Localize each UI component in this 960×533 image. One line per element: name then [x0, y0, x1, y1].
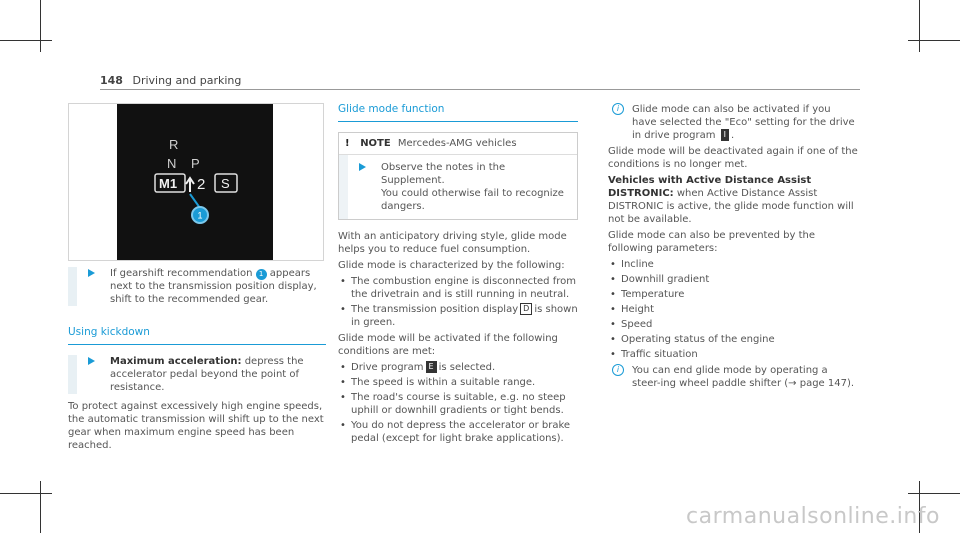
prevention-paragraph: Glide mode can also be prevented by the following parameters:	[608, 230, 816, 254]
instruction-arrow-icon	[88, 269, 95, 277]
list-item: • Downhill gradient	[610, 274, 710, 285]
instruction-bar	[68, 355, 77, 394]
note-keyword: NOTE	[360, 138, 391, 149]
gearshift-instruction	[68, 267, 326, 306]
instruction-bar	[68, 267, 77, 306]
gear-n-label: N	[167, 156, 177, 171]
instruction-arrow-icon	[88, 357, 95, 365]
crop-mark	[40, 481, 41, 533]
crop-mark	[0, 493, 52, 494]
kickdown-instruction	[68, 355, 326, 394]
list-item: • The speed is within a suitable range.	[340, 377, 536, 388]
list-item: • Traffic situation	[610, 349, 698, 360]
page-number: 148	[100, 74, 123, 87]
eco-program-symbol-icon: E	[426, 361, 437, 373]
distronic-subhead: Vehicles with Active Distance Assist DISTRONIC:	[608, 175, 812, 199]
glide-mode-section-title: Glide mode function	[338, 103, 578, 122]
page-header	[100, 74, 241, 87]
list-item: • Speed	[610, 319, 653, 330]
list-item: • Drive program E is selected.	[340, 362, 496, 373]
info-paddle-text: You can end glide mode by operating a steer-ing wheel paddle shifter (	[632, 365, 828, 389]
column-middle	[338, 103, 578, 448]
distronic-text: when Active Distance Assist DISTRONIC is active, the glide mode function will not be available.	[608, 188, 854, 225]
list-item: • The transmission position display D is shown in green.	[340, 304, 578, 328]
list-item: • The road's course is suitable, e.g. no steep uphill or downhill gradients or tight bends.	[340, 392, 566, 416]
instruction-arrow-icon	[359, 163, 366, 171]
info-eco-text: Glide mode can also be activated if you have selected the "Eco" setting for the drive in drive program	[632, 104, 855, 141]
parameter-list	[608, 258, 858, 361]
header-divider	[100, 89, 860, 90]
upshift-arrow-icon	[186, 178, 194, 192]
crop-mark	[40, 0, 41, 52]
warning-icon: !	[345, 138, 350, 149]
kickdown-paragraph: To protect against excessively high engine speeds, the automatic transmission will shift up to the next gear when maximum engine speed has been reached.	[68, 401, 324, 451]
current-gear: 2	[197, 176, 206, 193]
kickdown-text: depress the accelerator pedal beyond the point of resistance.	[110, 356, 304, 393]
kickdown-label: Maximum acceleration:	[110, 356, 242, 367]
gear-display-illustration	[117, 104, 273, 260]
info-note-paddle: i You can end glide mode by operating a steer-ing wheel paddle shifter (→ page 147).	[608, 364, 858, 390]
column-right	[608, 103, 858, 393]
kickdown-section-title: Using kickdown	[68, 326, 326, 345]
note-body	[339, 155, 577, 219]
distronic-paragraph	[608, 174, 858, 226]
list-item: • Operating status of the engine	[610, 334, 775, 345]
glide-paragraph-3: Glide mode will be activated if the following conditions are met:	[338, 333, 558, 357]
list-item: • Height	[610, 304, 655, 315]
glide-paragraph-1: With an anticipatory driving style, glide mode helps you to reduce fuel consumption.	[338, 231, 567, 255]
list-item: • You do not depress the accelerator or brake pedal (except for light brake applications).	[340, 420, 571, 444]
note-header	[339, 133, 577, 155]
callout-badge-inline: 1	[256, 269, 267, 280]
deactivation-paragraph: Glide mode will be deactivated again if one of the conditions is no longer met.	[608, 146, 858, 170]
glide-characteristics-list	[338, 275, 578, 329]
info-note-eco: i Glide mode can also be activated if you have selected the "Eco" setting for the drive in drive program I .	[608, 103, 858, 142]
individual-program-symbol-icon: I	[721, 129, 729, 141]
list-item: • The combustion engine is disconnected from the drivetrain and is still running in neutral.	[340, 276, 576, 300]
glide-paragraph-2: Glide mode is characterized by the following:	[338, 260, 565, 271]
info-icon: i	[612, 364, 624, 376]
callout-number: 1	[197, 210, 203, 221]
cross-reference-arrow-icon: →	[788, 378, 797, 389]
glide-conditions-list	[338, 361, 578, 445]
instruction-bar	[339, 155, 348, 219]
info-icon: i	[612, 103, 624, 115]
d-gear-symbol-icon: D	[520, 303, 532, 315]
crop-mark	[0, 40, 52, 41]
crop-mark	[919, 0, 920, 52]
gear-p-label: P	[191, 156, 200, 171]
note-title: Mercedes-AMG vehicles	[397, 138, 517, 149]
instruction-text-prefix: If gearshift recommendation	[110, 268, 253, 279]
transmission-display-figure	[68, 103, 324, 261]
page-section-title: Driving and parking	[132, 74, 242, 87]
list-item: • Temperature	[610, 289, 685, 300]
note-body-line-2: You could otherwise fail to recognize dangers.	[381, 188, 564, 212]
list-item: • Incline	[610, 259, 654, 270]
crop-mark	[908, 493, 960, 494]
crop-mark	[908, 40, 960, 41]
note-box	[338, 132, 578, 220]
instruction-text-suffix: appears next to the transmission position display, shift to the recommended gear.	[110, 268, 317, 305]
watermark: carmanualsonline.info	[686, 504, 940, 529]
note-body-line-1: Observe the notes in the Supplement.	[381, 162, 506, 186]
page-reference-link[interactable]: page 147	[799, 378, 847, 389]
mode-label: M1	[159, 176, 178, 191]
s-label: S	[221, 176, 230, 191]
gear-r-label: R	[169, 137, 179, 152]
column-left	[68, 103, 326, 455]
callout-line	[190, 194, 200, 208]
